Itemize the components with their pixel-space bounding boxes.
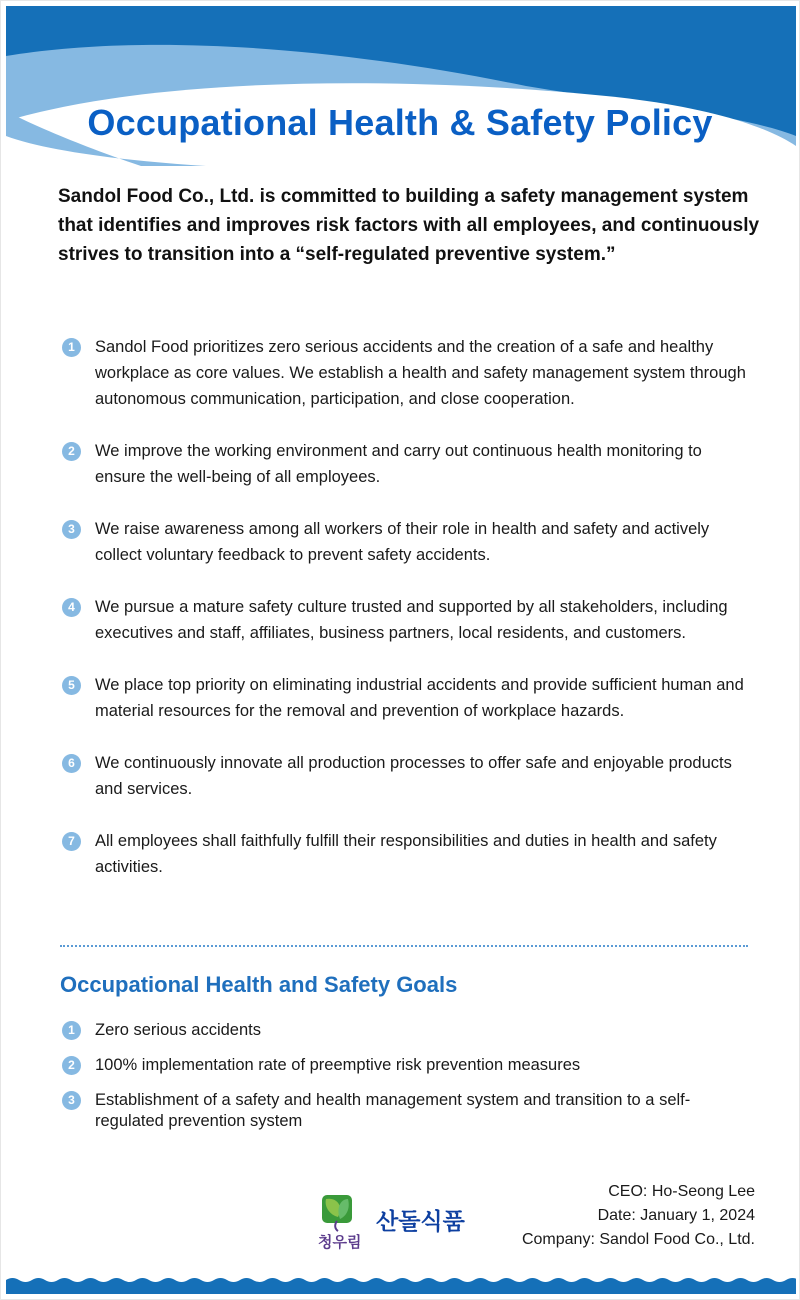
company-name: Company: Sandol Food Co., Ltd.: [521, 1231, 755, 1248]
signature-block: [522, 1180, 755, 1252]
number-badge-icon: 6: [62, 754, 81, 773]
number-badge-icon: 3: [62, 1091, 81, 1110]
number-badge-icon: 4: [62, 598, 81, 617]
policy-date: Date: January 1, 2024: [597, 1207, 755, 1224]
number-badge-icon: 5: [62, 676, 81, 695]
policy-item: [60, 438, 750, 490]
policy-item: [60, 594, 750, 646]
footer-wave: [6, 1272, 796, 1294]
policy-item: [60, 334, 750, 412]
item-text: Establishment of a safety and health management system and transition to a self-regulated prevention system: [95, 1091, 691, 1130]
item-text: Sandol Food prioritizes zero serious accidents and the creation of a safe and healthy workplace as core values. We establish a health and safety management system through autonomous communication, participation, and close cooperation.: [95, 338, 746, 408]
item-text: We improve the working environment and carry out continuous health monitoring to ensure the well-being of all employees.: [95, 442, 702, 486]
policy-item: [60, 828, 750, 880]
policy-item: [60, 750, 750, 802]
goals-list: [60, 1020, 750, 1146]
section-divider: [60, 945, 748, 947]
number-badge-icon: 2: [62, 1056, 81, 1075]
goal-item: [60, 1090, 750, 1132]
item-text: We raise awareness among all workers of their role in health and safety and actively collect voluntary feedback to prevent safety accidents.: [95, 520, 710, 564]
goals-title: Occupational Health and Safety Goals: [60, 972, 458, 997]
number-badge-icon: 7: [62, 832, 81, 851]
item-text: Zero serious accidents: [95, 1021, 261, 1039]
ceo-name: CEO: Ho-Seong Lee: [608, 1183, 755, 1200]
item-text: All employees shall faithfully fulfill their responsibilities and duties in health and safety activities.: [95, 832, 717, 876]
company-logo: [318, 1193, 488, 1258]
logo-company-text: 산돌식품: [376, 1209, 465, 1235]
number-badge-icon: 2: [62, 442, 81, 461]
logo-brand-text: 청우림: [318, 1233, 362, 1251]
policy-list: [60, 334, 750, 906]
number-badge-icon: 1: [62, 338, 81, 357]
item-text: We place top priority on eliminating industrial accidents and provide sufficient human and material resources for the removal and prevention of workplace hazards.: [95, 676, 744, 720]
goal-item: [60, 1020, 750, 1041]
goal-item: [60, 1055, 750, 1076]
item-text: 100% implementation rate of preemptive risk prevention measures: [95, 1056, 581, 1074]
item-text: We pursue a mature safety culture trusted and supported by all stakeholders, including executives and staff, affiliates, business partners, local residents, and customers.: [95, 598, 728, 642]
item-text: We continuously innovate all production processes to offer safe and enjoyable products and services.: [95, 754, 732, 798]
page-title: Occupational Health & Safety Policy: [87, 102, 713, 143]
policy-item: [60, 672, 750, 724]
number-badge-icon: 3: [62, 520, 81, 539]
number-badge-icon: 1: [62, 1021, 81, 1040]
policy-item: [60, 516, 750, 568]
intro-statement: Sandol Food Co., Ltd. is committed to building a safety management system that identifies and improves risk factors with all employees, and continuously strives to transition into a “self-regulated preventive system.”: [58, 186, 760, 265]
